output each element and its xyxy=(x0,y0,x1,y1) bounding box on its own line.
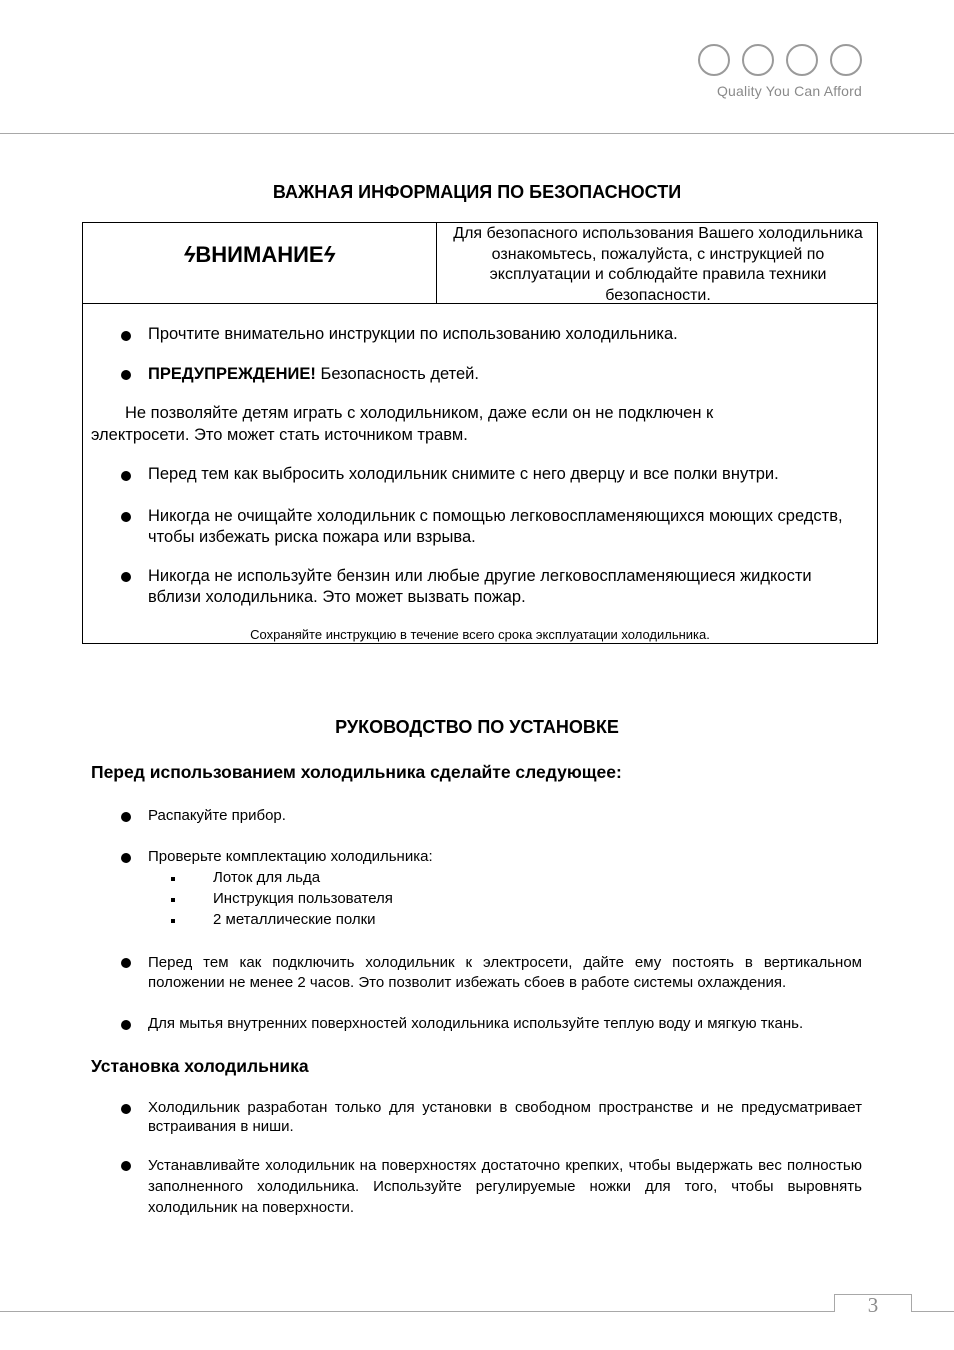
bullet-icon xyxy=(121,812,131,822)
header-divider xyxy=(0,133,954,134)
install-item: Распакуйте прибор. xyxy=(148,807,286,824)
bullet-icon xyxy=(121,1161,131,1171)
safety-item: Перед тем как выбросить холодильник снимите с него дверцу и все полки внутри. xyxy=(148,465,779,483)
before-use-heading: Перед использованием холодильника сделайте следующее: xyxy=(91,762,622,782)
warning-heading xyxy=(82,242,437,268)
bullet-icon xyxy=(121,331,131,341)
bullet-icon xyxy=(121,572,131,582)
brand-tagline: Quality You Can Afford xyxy=(716,83,862,99)
bullet-icon xyxy=(121,1020,131,1030)
bullet-icon xyxy=(121,512,131,522)
install-item: Холодильник разработан только для установки в свободном пространстве и не предусматривает встраивания в ниши. xyxy=(148,1099,862,1135)
square-bullet-icon xyxy=(171,877,175,881)
install-item: Проверьте комплектацию холодильника: xyxy=(148,848,433,865)
safety-section-title: ВАЖНАЯ ИНФОРМАЦИЯ ПО БЕЗОПАСНОСТИ xyxy=(272,182,682,202)
page-number: 3 xyxy=(867,1293,879,1317)
contents-item: Инструкция пользователя xyxy=(213,890,393,907)
bullet-icon xyxy=(121,370,131,380)
safety-item: Никогда не используйте бензин или любые другие легковоспламеняющиеся жидкости вблизи холодильника. Это может вызвать пожар. xyxy=(148,567,812,606)
logo-ring-icon xyxy=(698,44,730,76)
bullet-icon xyxy=(121,853,131,863)
install-section-title: РУКОВОДСТВО ПО УСТАНОВКЕ xyxy=(335,717,619,737)
square-bullet-icon xyxy=(171,919,175,923)
bullet-icon xyxy=(121,958,131,968)
bullet-icon xyxy=(121,471,131,481)
safety-item xyxy=(148,364,868,385)
safety-intro-text: Для безопасного использования Вашего холодильника ознакомьтесь, пожалуйста, с инструкцией по эксплуатации и соблюдайте правила техники безопасности. xyxy=(453,225,863,304)
placement-heading: Установка холодильника xyxy=(91,1056,309,1076)
logo-ring-icon xyxy=(742,44,774,76)
logo-ring-icon xyxy=(830,44,862,76)
warning-subject: Безопасность детей. xyxy=(315,365,479,383)
safety-item: Прочтите внимательно инструкции по использованию холодильника. xyxy=(148,325,678,343)
children-warning-line: Не позволяйте детям играть с холодильником, даже если он не подключен к xyxy=(125,404,714,422)
install-item: Для мытья внутренних поверхностей холодильника используйте теплую воду и мягкую ткань. xyxy=(148,1015,804,1032)
lightning-icon: ϟ xyxy=(323,242,336,267)
warning-prefix: ПРЕДУПРЕЖДЕНИЕ! xyxy=(148,365,316,383)
lightning-icon: ϟ xyxy=(183,242,196,267)
logo-ring-icon xyxy=(786,44,818,76)
safety-box-footer: Сохраняйте инструкцию в течение всего срока эксплуатации холодильника. xyxy=(250,627,710,642)
install-item: Перед тем как подключить холодильник к электросети, дайте ему постоять в вертикальном положении не менее 2 часов. Это позволит избежать сбоев в работе системы охлаждения. xyxy=(148,954,862,991)
bullet-icon xyxy=(121,1104,131,1114)
children-warning-line: электросети. Это может стать источником травм. xyxy=(91,426,468,444)
contents-item: 2 металлические полки xyxy=(213,911,376,928)
contents-item: Лоток для льда xyxy=(213,869,321,886)
brand-logo xyxy=(698,44,864,76)
safety-item: Никогда не очищайте холодильник с помощью легковоспламеняющихся моющих средств, чтобы избежать риска пожара или взрыва. xyxy=(148,507,843,546)
install-item: Устанавливайте холодильник на поверхностях достаточно крепких, чтобы выдержать вес полностью заполненного холодильника. Используйте регулируемые ножки для того, чтобы выровнять холодильник на поверхности. xyxy=(148,1157,862,1216)
footer-divider xyxy=(0,1311,954,1312)
square-bullet-icon xyxy=(171,898,175,902)
warning-label: ВНИМАНИЕ xyxy=(195,242,324,267)
